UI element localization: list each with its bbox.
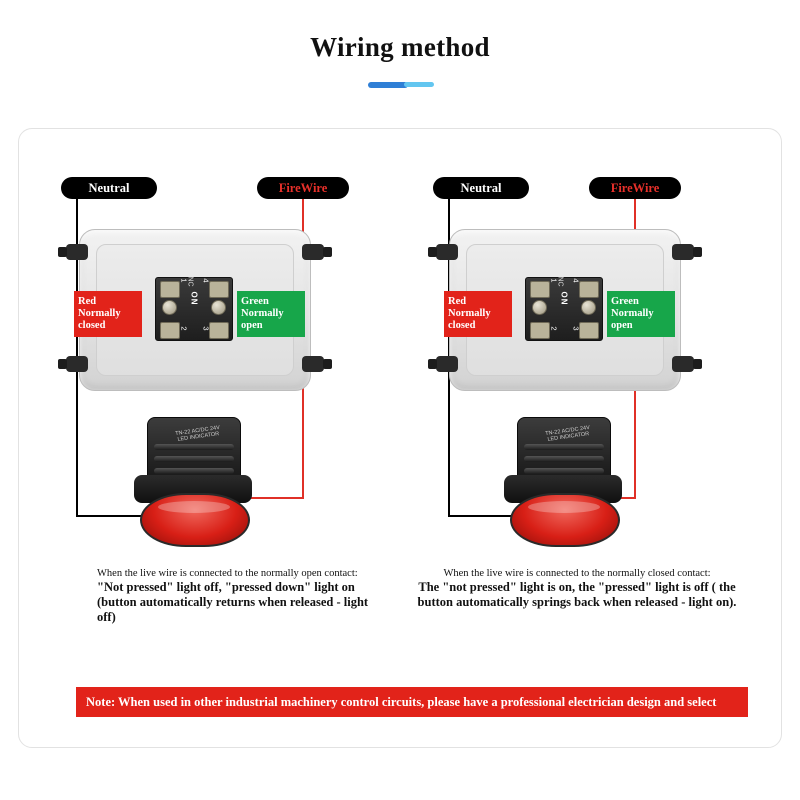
cable-gland-bottom-left [66, 356, 88, 372]
collar-ring-3 [524, 468, 604, 474]
contact-green-line-3: open [611, 320, 633, 331]
contact-red-line-2: Normally [448, 308, 491, 319]
cable-gland-top-right [672, 244, 694, 260]
button-print-text-right: TN-22 AC/DC 24V LED INDICATOR [544, 424, 591, 443]
terminal-3 [209, 281, 229, 298]
contact-label-red-left [74, 291, 142, 337]
title-underline-decoration [0, 78, 800, 90]
screw-right [211, 300, 226, 315]
collar-ring-2 [524, 456, 604, 462]
terminal-1 [530, 281, 550, 298]
switch-nc-label-left: NC [186, 276, 194, 287]
firewire-label-right: FireWire [589, 177, 681, 199]
switch-nc-label-right: NC [556, 276, 564, 287]
caption-left [97, 567, 375, 625]
contact-red-line-3: closed [78, 320, 106, 331]
switch-number-1: 1 [179, 278, 189, 283]
collar-ring-3 [154, 468, 234, 474]
button-cap-gloss-right [528, 501, 600, 513]
diagram-card [18, 128, 782, 748]
terminal-1 [160, 281, 180, 298]
cable-gland-top-left [436, 244, 458, 260]
switch-number-2: 2 [179, 326, 189, 331]
switch-contact-block-right [525, 277, 603, 341]
contact-label-red-right [444, 291, 512, 337]
cable-gland-top-left [66, 244, 88, 260]
wiring-diagram-left [19, 129, 401, 689]
switch-number-3: 3 [201, 326, 211, 331]
wiring-diagram-right [401, 129, 783, 689]
switch-number-3: 3 [571, 326, 581, 331]
caption-left-line1: When the live wire is connected to the normally open contact: [97, 568, 358, 579]
switch-number-1: 1 [549, 278, 559, 283]
underline-bar-secondary [404, 82, 434, 87]
collar-ring-1 [154, 444, 234, 450]
contact-green-line-1: Green [611, 296, 639, 307]
collar-ring-2 [154, 456, 234, 462]
switch-number-4: 4 [201, 278, 211, 283]
caption-right [401, 567, 753, 610]
switch-on-label-left: ON [189, 291, 199, 306]
neutral-label-left: Neutral [61, 177, 157, 199]
cable-gland-bottom-left [436, 356, 458, 372]
caption-right-line1: When the live wire is connected to the normally closed contact: [443, 568, 711, 579]
button-cap-gloss-left [158, 501, 230, 513]
contact-red-line-1: Red [448, 296, 467, 307]
screw-left [162, 300, 177, 315]
contact-green-line-2: Normally [241, 308, 284, 319]
terminal-2 [530, 322, 550, 339]
contact-red-line-1: Red [78, 296, 97, 307]
cable-gland-top-right [302, 244, 324, 260]
switch-contact-block-left [155, 277, 233, 341]
contact-red-line-2: Normally [78, 308, 121, 319]
button-print-text-left: TN-22 AC/DC 24V LED INDICATOR [174, 424, 221, 443]
button-cap-left [140, 493, 250, 547]
neutral-label-right: Neutral [433, 177, 529, 199]
cable-gland-bottom-right [672, 356, 694, 372]
indicator-button-right [504, 417, 622, 547]
screw-right [581, 300, 596, 315]
contact-green-line-1: Green [241, 296, 269, 307]
contact-red-line-3: closed [448, 320, 476, 331]
terminal-4 [579, 322, 599, 339]
switch-number-4: 4 [571, 278, 581, 283]
caption-right-line2: The "not pressed" light is on, the "pressed" light is off ( the button automatically springs back when released - light on). [417, 580, 737, 609]
switch-on-label-right: ON [559, 291, 569, 306]
indicator-button-left [134, 417, 252, 547]
contact-green-line-2: Normally [611, 308, 654, 319]
screw-left [532, 300, 547, 315]
page-title: Wiring method [310, 32, 490, 62]
firewire-label-left: FireWire [257, 177, 349, 199]
caption-left-line2: "Not pressed" light off, "pressed down" light on (button automatically returns when released - light off) [97, 580, 369, 624]
terminal-4 [209, 322, 229, 339]
underline-bar-primary [368, 82, 408, 88]
button-cap-right [510, 493, 620, 547]
contact-label-green-right [607, 291, 675, 337]
contact-label-green-left [237, 291, 305, 337]
switch-number-2: 2 [549, 326, 559, 331]
contact-green-line-3: open [241, 320, 263, 331]
terminal-3 [579, 281, 599, 298]
cable-gland-bottom-right [302, 356, 324, 372]
collar-ring-1 [524, 444, 604, 450]
terminal-2 [160, 322, 180, 339]
note-banner: Note: When used in other industrial machinery control circuits, please have a professional electrician design and select [76, 687, 748, 717]
